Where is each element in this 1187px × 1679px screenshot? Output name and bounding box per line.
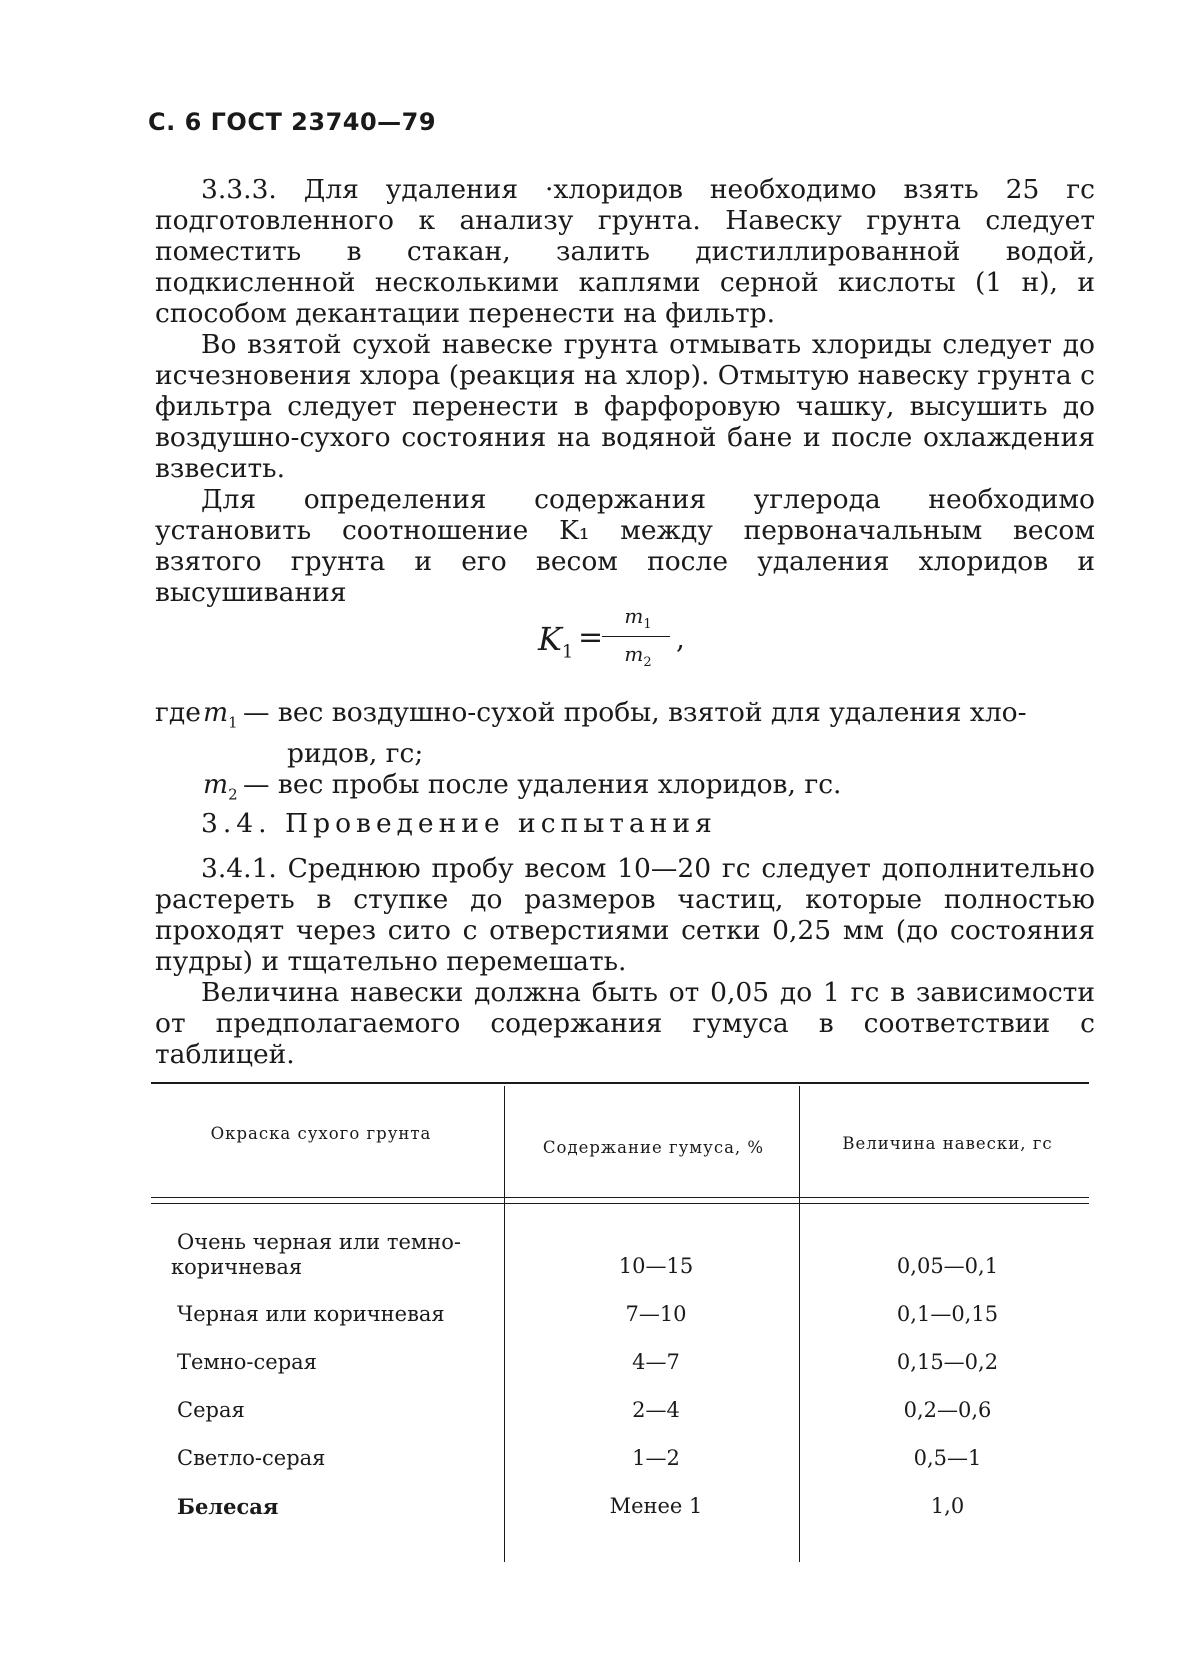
table-header-humus: Содержание гумуса, %	[542, 1138, 765, 1157]
formula-numerator: $m_1$	[624, 604, 652, 632]
paragraph-sample-weight: Величина навески должна быть от 0,05 до 1 гс в зависимости от предполагаемого содержания гумуса в соответствии с таблицей.	[155, 977, 1095, 1070]
definition-text: — вес пробы после удаления хлоридов, гс.	[243, 769, 842, 801]
table-top-rule	[151, 1082, 1089, 1084]
table-cell-weight: 0,2—0,6	[903, 1398, 992, 1422]
table-cell-humus: 1—2	[632, 1446, 680, 1470]
formula-equals: =	[578, 620, 604, 655]
paragraph-ratio: Для определения содержания углерода необходимо установить соотношение K₁ между первоначальным весом взятого грунта и его весом после удаления хлоридов и высушивания	[155, 484, 1095, 608]
table-cell-color: Белесая	[177, 1494, 279, 1519]
page-header: С. 6 ГОСТ 23740—79	[148, 108, 437, 136]
fraction-bar	[602, 636, 670, 637]
definition-symbol: $m_2$	[203, 769, 238, 804]
definition-m1	[155, 697, 1095, 738]
formula-denominator: $m_2$	[624, 642, 652, 670]
table-cell-humus: 2—4	[632, 1398, 680, 1422]
table-cell-weight: 0,15—0,2	[896, 1350, 999, 1374]
table-cell-color: Очень черная или темно-коричневая	[171, 1230, 461, 1279]
paragraph-chloride-removal: 3.3.3. Для удаления ·хлоридов необходимо взять 25 гс подготовленного к анализу грунта. Навеску грунта следует поместить в стакан, залить дистиллированной водой, подкисленной несколькими каплями серной кислоты (1 н), и способом декантации перенести на фильтр.	[155, 174, 1095, 329]
table-header-weight: Величина навески, гс	[842, 1134, 1053, 1153]
definition-m2	[155, 769, 1095, 810]
table-cell-weight: 0,1—0,15	[896, 1302, 999, 1326]
section-3-4-1	[155, 853, 1095, 1070]
paragraph-sample-prep: 3.4.1. Среднюю пробу весом 10—20 гс следует дополнительно растереть в ступке до размеров частиц, которые полностью проходят через сито с отверстиями сетки 0,25 мм (до состояния пудры) и тщательно перемешать.	[155, 853, 1095, 977]
table-cell-humus: 10—15	[618, 1254, 694, 1278]
table-header-color: Окраска сухого грунта	[210, 1124, 432, 1143]
definition-indent	[155, 769, 203, 810]
table-cell-color: Темно-серая	[177, 1350, 317, 1374]
definition-continuation: ридов, гс;	[287, 738, 424, 770]
table-cell-weight: 1,0	[930, 1494, 965, 1518]
definition-symbol: $m_1$	[203, 697, 238, 732]
section-3-3-3	[155, 174, 1095, 608]
table-cell-weight: 0,05—0,1	[896, 1254, 999, 1278]
table-cell-color: Черная или коричневая	[177, 1302, 445, 1326]
table-header-rule	[151, 1203, 1089, 1204]
section-title-3-4: 3.4. Проведение испытания	[201, 808, 717, 839]
paragraph-washing: Во взятой сухой навеске грунта отмывать хлориды следует до исчезновения хлора (реакция на хлор). Отмытую навеску грунта с фильтра следует перенести в фарфоровую чашку, высушить до воздушно-сухого состояния на водяной бане и после охлаждения взвесить.	[155, 329, 1095, 484]
definition-text: — вес воздушно-сухой пробы, взятой для удаления хло-	[243, 697, 1027, 728]
formula-lhs: $K_1$	[538, 620, 574, 663]
formula-k1	[538, 600, 698, 670]
table-cell-color: Серая	[177, 1398, 245, 1422]
table-cell-humus: 4—7	[632, 1350, 680, 1374]
humus-table	[151, 1082, 1089, 1562]
table-cell-humus: Менее 1	[609, 1494, 703, 1518]
definition-lead: где	[155, 697, 201, 728]
table-cell-humus: 7—10	[625, 1302, 687, 1326]
formula-definitions	[155, 697, 1095, 811]
table-column-divider	[504, 1086, 505, 1562]
table-cell-color: Светло-серая	[177, 1446, 326, 1470]
table-cell-weight: 0,5—1	[913, 1446, 982, 1470]
table-header-rule	[151, 1197, 1089, 1198]
formula-trailing-comma: ,	[676, 622, 685, 655]
